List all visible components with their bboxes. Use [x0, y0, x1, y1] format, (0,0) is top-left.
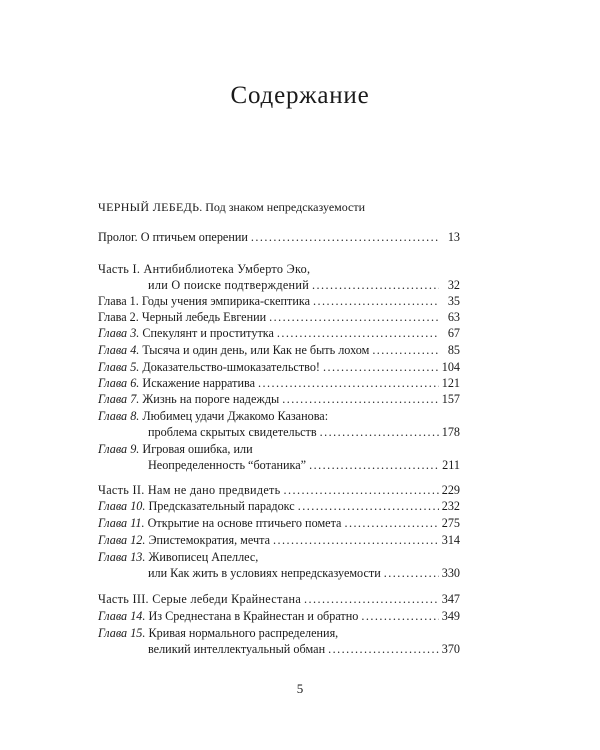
dot-leader: [372, 343, 439, 358]
toc-entry-label: Часть II. Нам не дано предвидеть: [98, 483, 281, 497]
toc-entry-label: Глава 4. Тысяча и один день, или Как не быть лохом: [98, 343, 370, 357]
dot-leader: [344, 516, 438, 531]
toc-entry-label: или О поиске подтверждений: [148, 278, 310, 292]
toc-entry-page: 13: [447, 230, 460, 244]
toc-entry-part-3[interactable]: [98, 592, 460, 609]
toc-entry-chapter-15[interactable]: [98, 626, 460, 643]
toc-entry-label: Глава 3. Спекулянт и проститутка: [98, 326, 274, 340]
dot-leader: [277, 326, 439, 341]
dot-leader: [304, 592, 439, 607]
page-title: Содержание: [230, 82, 370, 109]
toc-entry-page: 314: [441, 533, 460, 547]
page-number: 5: [296, 681, 304, 696]
toc-entry-chapter-7[interactable]: [98, 392, 460, 409]
dot-leader: [269, 310, 439, 325]
toc-entry-chapter-8[interactable]: [98, 409, 460, 426]
book-subtitle: . Под знаком непредсказуемости: [199, 200, 366, 214]
toc-entry-chapter-14[interactable]: [98, 609, 460, 626]
toc-entry-page: 178: [441, 425, 460, 439]
toc-entry-page: 229: [441, 483, 460, 497]
toc-entry-part-2[interactable]: [98, 483, 460, 500]
dot-leader: [298, 499, 439, 514]
toc-entry-label: Глава 1. Годы учения эмпирика-скептика: [98, 294, 310, 308]
dot-leader: [384, 566, 439, 581]
toc-entry-chapter-9-cont[interactable]: [98, 458, 460, 475]
toc-entry-chapter-10[interactable]: [98, 499, 460, 516]
dot-leader: [309, 458, 439, 473]
toc-entry-page: 275: [441, 516, 460, 530]
dot-leader: [282, 392, 439, 407]
toc-entry-page: 349: [441, 609, 460, 623]
toc-entry-label: Глава 11. Открытие на основе птичьего помета: [98, 516, 342, 530]
toc-entry-label: Глава 15. Кривая нормального распределения,: [98, 626, 339, 640]
toc-entry-prologue[interactable]: [98, 230, 460, 247]
toc-entry-label: Глава 10. Предсказательный парадокс: [98, 499, 295, 513]
toc-entry-chapter-5[interactable]: [98, 360, 460, 377]
toc-entry-label: Глава 9. Игровая ошибка, или: [98, 442, 253, 456]
toc-entry-part-1-cont[interactable]: [98, 278, 460, 295]
toc-entry-page: 32: [447, 278, 460, 292]
toc-entry-label: великий интеллектуальный обман: [148, 642, 326, 656]
toc-entry-label: Глава 2. Черный лебедь Евгении: [98, 310, 267, 324]
dot-leader: [251, 230, 439, 245]
toc-entry-label: Неопределенность “ботаника”: [148, 458, 307, 472]
toc-entry-part-1[interactable]: [98, 262, 460, 279]
toc-entry-chapter-1[interactable]: [98, 294, 460, 311]
toc-entry-chapter-8-cont[interactable]: [98, 425, 460, 442]
toc-entry-chapter-13-cont[interactable]: [98, 566, 460, 583]
toc-entry-page: 35: [447, 294, 460, 308]
toc-entry-label: Глава 7. Жизнь на пороге надежды: [98, 392, 280, 406]
toc-entry-page: 63: [447, 310, 460, 324]
book-heading: [98, 200, 365, 215]
dot-leader: [273, 533, 439, 548]
book-title: ЧЕРНЫЙ ЛЕБЕДЬ: [98, 200, 200, 214]
dot-leader: [323, 360, 439, 375]
toc-entry-page: 347: [441, 592, 460, 606]
dot-leader: [328, 642, 439, 657]
toc-entry-page: 232: [441, 499, 460, 513]
dot-leader: [284, 483, 439, 498]
toc-entry-chapter-15-cont[interactable]: [98, 642, 460, 659]
toc-entry-page: 157: [441, 392, 460, 406]
toc-entry-page: 104: [441, 360, 460, 374]
dot-leader: [361, 609, 438, 624]
toc-entry-label: Глава 14. Из Среднестана в Крайнестан и обратно: [98, 609, 359, 623]
toc-entry-page: 330: [441, 566, 460, 580]
toc-entry-chapter-3[interactable]: [98, 326, 460, 343]
toc-entry-page: 370: [441, 642, 460, 656]
toc-entry-label: или Как жить в условиях непредсказуемости: [148, 566, 381, 580]
dot-leader: [312, 278, 439, 293]
toc-entry-page: 67: [447, 326, 460, 340]
toc-entry-page: 85: [447, 343, 460, 357]
toc-entry-label: Часть I. Антибиблиотека Умберто Эко,: [98, 262, 311, 276]
toc-entry-label: Глава 12. Эпистемократия, мечта: [98, 533, 271, 547]
toc-entry-chapter-9[interactable]: [98, 442, 460, 459]
toc-entry-chapter-12[interactable]: [98, 533, 460, 550]
toc-entry-label: Глава 6. Искажение нарратива: [98, 376, 255, 390]
toc-entry-chapter-2[interactable]: [98, 310, 460, 327]
toc-entry-label: Пролог. О птичьем оперении: [98, 230, 248, 244]
toc-entry-chapter-6[interactable]: [98, 376, 460, 393]
dot-leader: [320, 425, 439, 440]
toc-entry-chapter-11[interactable]: [98, 516, 460, 533]
toc-entry-page: 211: [442, 458, 460, 472]
toc-entry-label: Глава 8. Любимец удачи Джакомо Казанова:: [98, 409, 329, 423]
toc-entry-label: Часть III. Серые лебеди Крайнестана: [98, 592, 302, 606]
toc-entry-label: Глава 5. Доказательство-шмоказательство!: [98, 360, 320, 374]
toc-entry-label: Глава 13. Живописец Апеллес,: [98, 550, 259, 564]
toc-entry-chapter-13[interactable]: [98, 550, 460, 567]
dot-leader: [313, 294, 439, 309]
toc-entry-page: 121: [441, 376, 460, 390]
dot-leader: [258, 376, 439, 391]
toc-entry-chapter-4[interactable]: [98, 343, 460, 360]
toc-entry-label: проблема скрытых свидетельств: [148, 425, 317, 439]
